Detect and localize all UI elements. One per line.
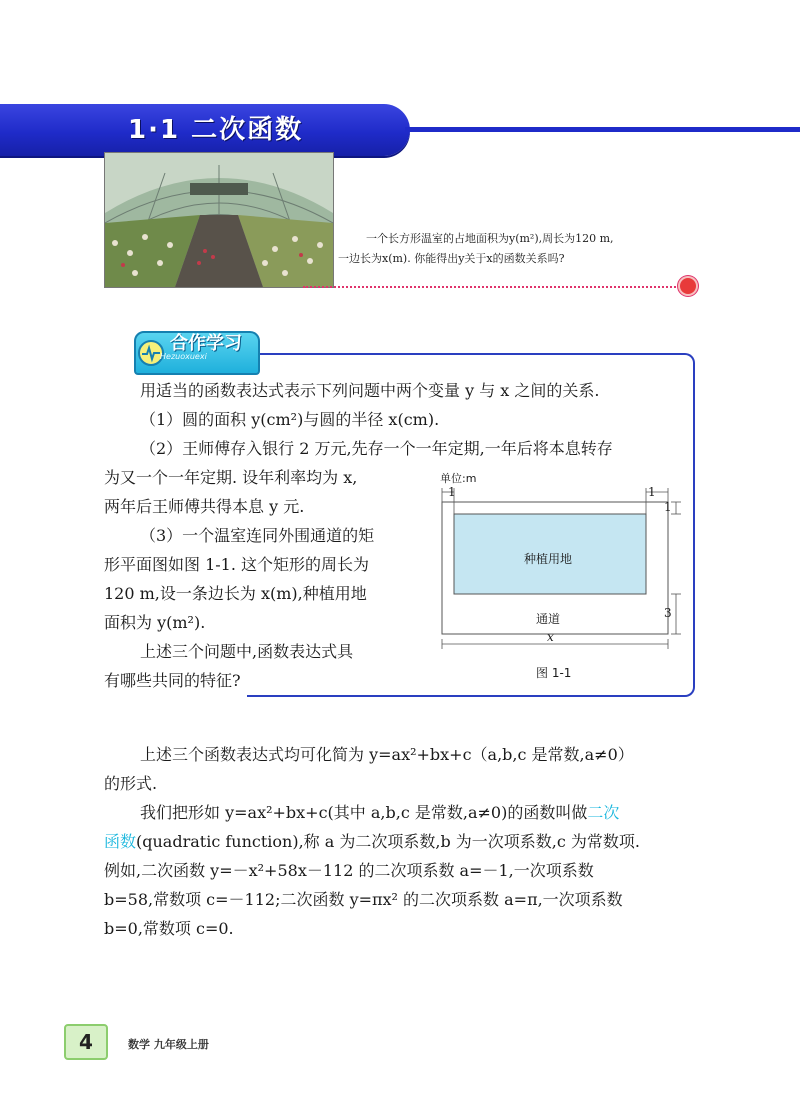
question-3d: 面积为 y(m²). (104, 613, 206, 632)
question-3c: 120 m,设一条边长为 x(m),种植用地 (104, 584, 367, 603)
body-p1a: 上述三个函数表达式均可化简为 y=ax²+bx+c（a,b,c 是常数,a≠0） (140, 745, 634, 764)
banner-rule (405, 127, 800, 132)
term-quadratic-1: 二次 (587, 803, 620, 822)
body-p2a (140, 798, 740, 827)
body-p2e: b=0,常数项 c=0. (104, 919, 234, 938)
figure-unit: 单位:m (440, 472, 477, 485)
planting-area-label: 种植用地 (524, 552, 573, 566)
question-4b: 有哪些共同的特征? (104, 671, 241, 690)
question-4a: 上述三个问题中,函数表达式具 (140, 642, 354, 661)
dim-left: 1 (448, 485, 456, 499)
coop-subtitle: Hezuoxuexi (160, 352, 207, 361)
body-p2b (104, 827, 744, 856)
intro-line-2: 一边长为x(m). 你能得出y关于x的函数关系吗? (338, 252, 565, 265)
intro-question (338, 229, 688, 269)
greenhouse-photo (104, 152, 334, 288)
question-2b: 为又一个一年定期. 设年利率均为 x, (104, 468, 358, 487)
question-2c: 两年后王师傅共得本息 y 元. (104, 497, 305, 516)
section-title: 1·1 二次函数 (128, 115, 304, 145)
body-p2a-text: 我们把形如 y=ax²+bx+c(其中 a,b,c 是常数,a≠0)的函数叫做 (140, 803, 588, 822)
dotted-divider (303, 286, 676, 288)
x-length-label: x (547, 630, 554, 644)
book-title: 数学 九年级上册 (128, 1038, 209, 1051)
dim-top: 1 (664, 500, 672, 514)
question-3a: （3）一个温室连同外围通道的矩 (140, 526, 375, 545)
coop-title: 合作学习 (170, 333, 242, 354)
path-label: 通道 (536, 612, 561, 626)
dim-bottom: 3 (664, 606, 672, 620)
term-quadratic-2: 函数 (104, 832, 137, 851)
body-p2b-text: (quadratic function),称 a 为二次项系数,b 为一次项系数,c 为常数项. (136, 832, 641, 851)
dim-right: 1 (648, 485, 656, 499)
body-p1b: 的形式. (104, 774, 158, 793)
question-3b: 形平面图如图 1-1. 这个矩形的周长为 (104, 555, 370, 574)
question-lead: 用适当的函数表达式表示下列问题中两个变量 y 与 x 之间的关系. (140, 381, 600, 400)
figure-diagram (426, 482, 688, 662)
question-2a: （2）王师傅存入银行 2 万元,先存一个一年定期,一年后将本息转存 (140, 439, 613, 458)
question-1: （1）圆的面积 y(cm²)与圆的半径 x(cm). (140, 410, 440, 429)
target-icon (680, 278, 696, 294)
figure-caption: 图 1-1 (536, 666, 572, 680)
body-p2c: 例如,二次函数 y=－x²+58x－112 的二次项系数 a=－1,一次项系数 (104, 861, 594, 880)
intro-line-1: 一个长方形温室的占地面积为y(m²),周长为120 m, (366, 232, 614, 245)
body-p2d: b=58,常数项 c=－112;二次函数 y=πx² 的二次项系数 a=π,一次项系数 (104, 890, 623, 909)
page-number: 4 (64, 1024, 108, 1060)
